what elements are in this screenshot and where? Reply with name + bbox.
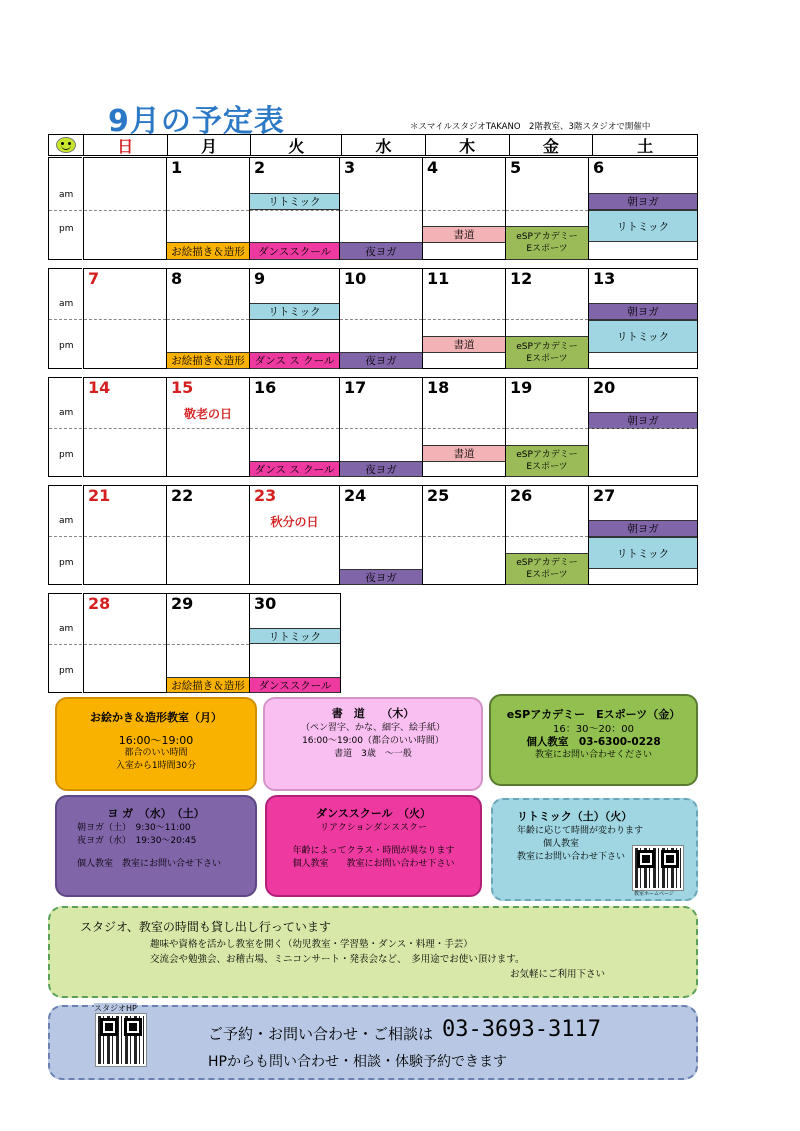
info-line: 年齢に応じて時間が変わります [517, 826, 644, 836]
calendar-week-3 [48, 377, 698, 477]
day-number: 25 [427, 486, 450, 505]
event-yoga-night: 夜ヨガ [340, 461, 422, 477]
info-calligraphy-class [263, 697, 483, 791]
day-number: 24 [344, 486, 367, 505]
qr-label: スタジオHP [94, 1004, 137, 1013]
weekday-header [48, 134, 698, 156]
day-number: 4 [427, 158, 439, 177]
event-rhythmic: リトミック [589, 320, 697, 353]
am-label: am [59, 516, 74, 526]
day-cell-13 [588, 268, 698, 369]
event-esp-line2: Eスポーツ [526, 353, 568, 364]
day-cell-21 [83, 485, 167, 585]
day-number: 26 [510, 486, 533, 505]
event-calligraphy: 書道 [423, 445, 505, 462]
contact-box [48, 1005, 698, 1080]
day-cell-28 [83, 593, 167, 693]
day-cell-8 [166, 268, 250, 369]
info-dance-class [265, 795, 482, 897]
am-label: am [59, 624, 74, 634]
day-cell-5 [505, 157, 589, 260]
am-label: am [59, 408, 74, 418]
day-number: 13 [593, 269, 616, 288]
ampm-labels [48, 268, 82, 369]
day-number: 15 [171, 378, 194, 397]
event-esp [506, 445, 588, 477]
event-yoga-night: 夜ヨガ [340, 569, 422, 585]
day-cell-25 [422, 485, 506, 585]
weekday-thu: 木 [426, 135, 510, 155]
contact-phone[interactable]: 03-3693-3117 [442, 1017, 601, 1042]
calendar-week-5 [48, 593, 342, 693]
day-number: 10 [344, 269, 367, 288]
event-drawing: お絵描き＆造形 [167, 352, 249, 369]
qr-code-icon[interactable] [633, 846, 683, 890]
day-cell-18 [422, 377, 506, 477]
info-line: （ペン習字、かな、細字、絵手紙） [300, 723, 445, 733]
rental-notice [48, 906, 698, 998]
info-drawing-class [55, 697, 257, 791]
day-number: 2 [254, 158, 266, 177]
event-dance: ダンススクール [250, 677, 340, 693]
page-title: 9月の予定表 [108, 104, 285, 139]
info-line: 教室にお問い合わせ下さい [517, 852, 626, 862]
day-cell-12 [505, 268, 589, 369]
info-title: ヨ ガ （水） （土） [107, 807, 205, 820]
event-esp [506, 553, 588, 585]
day-number: 17 [344, 378, 367, 397]
event-dance: ダンス ス クール [250, 461, 339, 477]
info-line: 入室から1時間30分 [115, 761, 197, 771]
day-cell-6 [588, 157, 698, 260]
contact-line: HPからも問い合わせ・相談・体験予約できます [208, 1054, 507, 1070]
qr-code-icon[interactable] [96, 1014, 146, 1066]
event-dance: ダンススクール [250, 242, 339, 260]
day-cell-29 [166, 593, 250, 693]
day-cell-19 [505, 377, 589, 477]
info-title: お絵かき＆造形教室（月） [90, 711, 222, 724]
venue-note: ＊スマイルスタジオTAKANO 2階教室、3階スタジオで開催中 [410, 122, 651, 132]
weekday-mon: 月 [168, 135, 252, 155]
day-number: 9 [254, 269, 266, 288]
info-title: リトミック（土）（火） [517, 810, 633, 823]
smiley-cell [49, 135, 84, 155]
smiley-icon [56, 137, 76, 153]
contact-line: ご予約・お問い合わせ・ご相談は [208, 1025, 434, 1043]
info-line: 個人教室 03-6300-0228 [526, 736, 661, 748]
am-label: am [59, 190, 74, 200]
info-line: 個人教室 教室にお問い合せ下さい [77, 859, 222, 869]
pm-label: pm [59, 558, 74, 568]
info-line: 16:00～19:00 [118, 734, 194, 747]
event-drawing: お絵描き＆造形 [167, 242, 249, 260]
weekday-wed: 水 [342, 135, 426, 155]
day-cell-9 [249, 268, 340, 369]
day-number: 22 [171, 486, 194, 505]
info-line: 都合のいい時間 [124, 748, 188, 758]
day-number: 29 [171, 594, 194, 613]
rental-line: お気軽にご利用下さい [510, 969, 606, 980]
day-cell-30 [249, 593, 341, 693]
info-line: 教室にお問い合わせください [534, 750, 652, 760]
weekday-sun: 日 [84, 135, 168, 155]
info-line: 個人教室 教室にお問い合わせ下さい [292, 859, 455, 869]
day-number: 14 [88, 378, 111, 397]
event-esp-line2: Eスポーツ [526, 570, 568, 580]
day-number: 18 [427, 378, 450, 397]
calendar-week-1 [48, 157, 698, 260]
weekday-sat-label: 土 [637, 136, 654, 156]
day-number: 20 [593, 378, 616, 397]
day-cell-11 [422, 268, 506, 369]
holiday-label: 秋分の日 [270, 515, 319, 529]
event-rhythmic: リトミック [589, 210, 697, 242]
info-line: 書道 3歳 ～一般 [334, 749, 412, 759]
info-line: 朝ヨガ（土） 9:30～11:00 [77, 823, 191, 833]
day-number: 8 [171, 269, 183, 288]
day-cell-7 [83, 268, 167, 369]
info-title: eSPアカデミー Eスポーツ（金） [506, 708, 681, 721]
event-yoga-morning: 朝ヨガ [589, 303, 697, 320]
holiday-label: 敬老の日 [183, 407, 232, 421]
day-cell-10 [339, 268, 423, 369]
day-cell-26 [505, 485, 589, 585]
day-number: 7 [88, 269, 100, 288]
rental-line: スタジオ、教室の時間も貸し出し行っています [80, 920, 331, 934]
event-esp [506, 226, 588, 260]
event-yoga-night: 夜ヨガ [340, 352, 422, 369]
day-cell-3 [339, 157, 423, 260]
day-cell-24 [339, 485, 423, 585]
info-title: 書 道 （木） [331, 707, 415, 720]
event-rhythmic: リトミック [250, 628, 340, 644]
day-number: 1 [171, 158, 183, 177]
event-esp-line2: Eスポーツ [526, 244, 568, 254]
pm-label: pm [59, 224, 74, 234]
day-number: 28 [88, 594, 111, 613]
ampm-labels [48, 593, 82, 693]
calendar-week-4 [48, 485, 698, 585]
rental-line: 趣味や資格を活かし教室を開く（幼児教室・学習塾・ダンス・料理・手芸） [150, 939, 473, 950]
info-line: リアクションダンススクー [319, 823, 427, 833]
calendar-week-2 [48, 268, 698, 369]
ampm-labels [48, 377, 82, 477]
event-dance: ダンス ス クール [250, 352, 339, 369]
day-number: 21 [88, 486, 111, 505]
event-esp-line1: eSPアカデミー [516, 341, 578, 352]
am-label: am [59, 299, 74, 309]
event-yoga-morning: 朝ヨガ [589, 193, 697, 210]
event-esp-line2: Eスポーツ [526, 462, 568, 472]
ampm-labels [48, 157, 82, 260]
event-esp-line1: eSPアカデミー [516, 450, 578, 460]
day-cell-23 [249, 485, 340, 585]
day-number: 23 [254, 486, 277, 505]
day-number: 5 [510, 158, 522, 177]
day-cell-empty [83, 157, 167, 260]
rental-line: 交流会や勉強会、お稽古場、ミニコンサート・発表会など、 多用途でお使い頂けます。 [150, 954, 525, 965]
weekday-tue: 火 [251, 135, 342, 155]
day-number: 3 [344, 158, 356, 177]
event-yoga-morning: 朝ヨガ [589, 520, 697, 537]
info-line: 年齢によってクラス・時間が異なります [292, 846, 455, 856]
event-yoga-morning: 朝ヨガ [589, 412, 697, 429]
event-esp [506, 336, 588, 369]
day-cell-4 [422, 157, 506, 260]
info-line: 16：30～20：00 [553, 724, 634, 735]
day-number: 30 [254, 594, 277, 613]
info-line: 個人教室 [543, 839, 580, 849]
day-number: 16 [254, 378, 277, 397]
event-esp-line1: eSPアカデミー [516, 558, 578, 568]
day-number: 12 [510, 269, 533, 288]
info-title: ダンススクール （火） [315, 807, 432, 820]
ampm-labels [48, 485, 82, 585]
qr-caption: 教室ホームページ [634, 891, 674, 897]
info-esports-class [489, 694, 698, 786]
day-number: 27 [593, 486, 616, 505]
info-rhythmic-class [491, 798, 698, 901]
event-drawing: お絵描き＆造形 [167, 677, 249, 693]
day-number: 11 [427, 269, 450, 288]
event-rhythmic: リトミック [250, 303, 339, 320]
event-rhythmic: リトミック [589, 537, 697, 569]
pm-label: pm [59, 666, 74, 676]
day-cell-22 [166, 485, 250, 585]
pm-label: pm [59, 450, 74, 460]
event-esp-line1: eSPアカデミー [516, 232, 578, 242]
day-cell-16 [249, 377, 340, 477]
day-cell-17 [339, 377, 423, 477]
pm-label: pm [59, 341, 74, 351]
day-cell-2 [249, 157, 340, 260]
day-cell-15 [166, 377, 250, 477]
event-rhythmic: リトミック [250, 193, 339, 210]
info-line: 16:00～19:00（都合のいい時間） [302, 736, 444, 746]
day-number: 19 [510, 378, 533, 397]
day-number: 6 [593, 158, 605, 177]
day-cell-1 [166, 157, 250, 260]
event-yoga-night: 夜ヨガ [340, 242, 422, 260]
day-cell-27 [588, 485, 698, 585]
weekday-sat [593, 135, 697, 155]
event-calligraphy: 書道 [423, 336, 505, 353]
info-line: 夜ヨガ（水） 19:30～20:45 [77, 836, 197, 846]
weekday-fri: 金 [510, 135, 594, 155]
event-calligraphy: 書道 [423, 226, 505, 243]
day-cell-20 [588, 377, 698, 477]
info-yoga-class [55, 795, 257, 897]
day-cell-14 [83, 377, 167, 477]
